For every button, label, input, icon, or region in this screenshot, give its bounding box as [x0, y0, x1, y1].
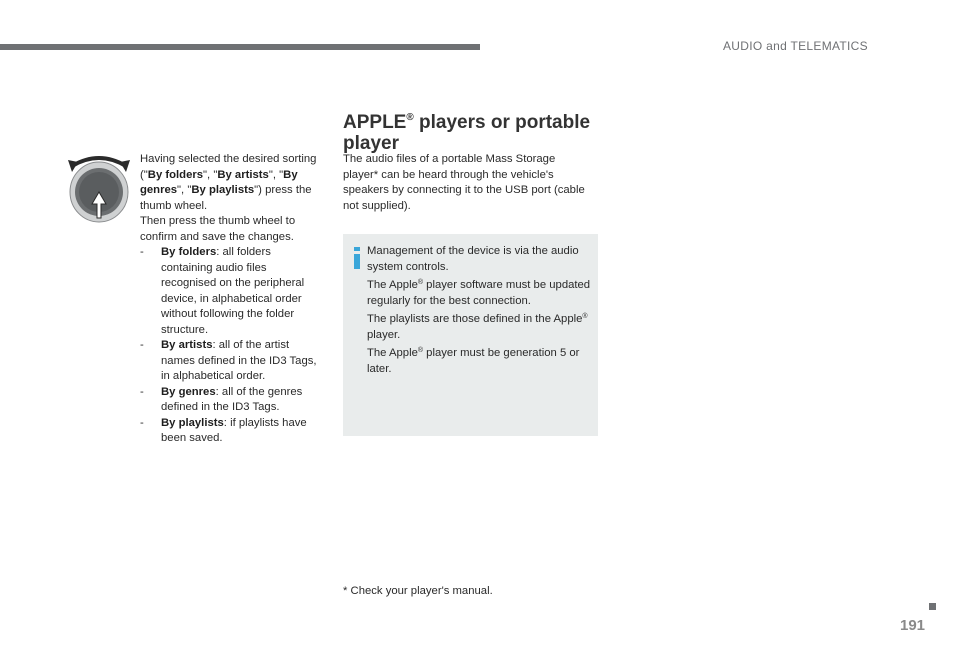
page-number: 191	[900, 617, 926, 634]
list-item: - By genres: all of the genres defined in the ID3 Tags.	[140, 385, 303, 413]
header-bar	[0, 44, 480, 50]
section-title: AUDIO and TELEMATICS	[723, 39, 868, 53]
sorting-list	[140, 245, 322, 447]
footnote: * Check your player's manual.	[343, 585, 493, 597]
info-icon	[352, 247, 362, 269]
section-heading: APPLE® players or portable player	[343, 112, 591, 154]
intro-text: Having selected the desired sorting ("By folders", "By artists", "By genres", "By playlists") press the thumb wheel.	[140, 153, 317, 212]
list-item: - By artists: all of the artist names defined in the ID3 Tags, in alphabetical order.	[140, 339, 317, 382]
info-text: Management of the device is via the audio system controls. The Apple® player software must be updated regularly for the best connection. The playlists are those defined in the Apple® player. The Apple® player must be generation 5 or later.	[367, 245, 591, 375]
info-box	[343, 234, 598, 436]
confirm-text: Then press the thumb wheel to confirm and save the changes.	[140, 215, 296, 243]
list-item: - By playlists: if playlists have been saved.	[140, 416, 307, 444]
end-mark	[929, 603, 936, 610]
left-column	[140, 152, 322, 447]
list-item: - By folders: all folders containing audio files recognised on the peripheral device, in alphabetical order without following the folder structure.	[140, 246, 305, 336]
usb-paragraph: The audio files of a portable Mass Storage player* can be heard through the vehicle's speakers by connecting it to the USB port (cable not supplied).	[343, 153, 585, 212]
thumb-wheel-icon	[68, 152, 130, 224]
